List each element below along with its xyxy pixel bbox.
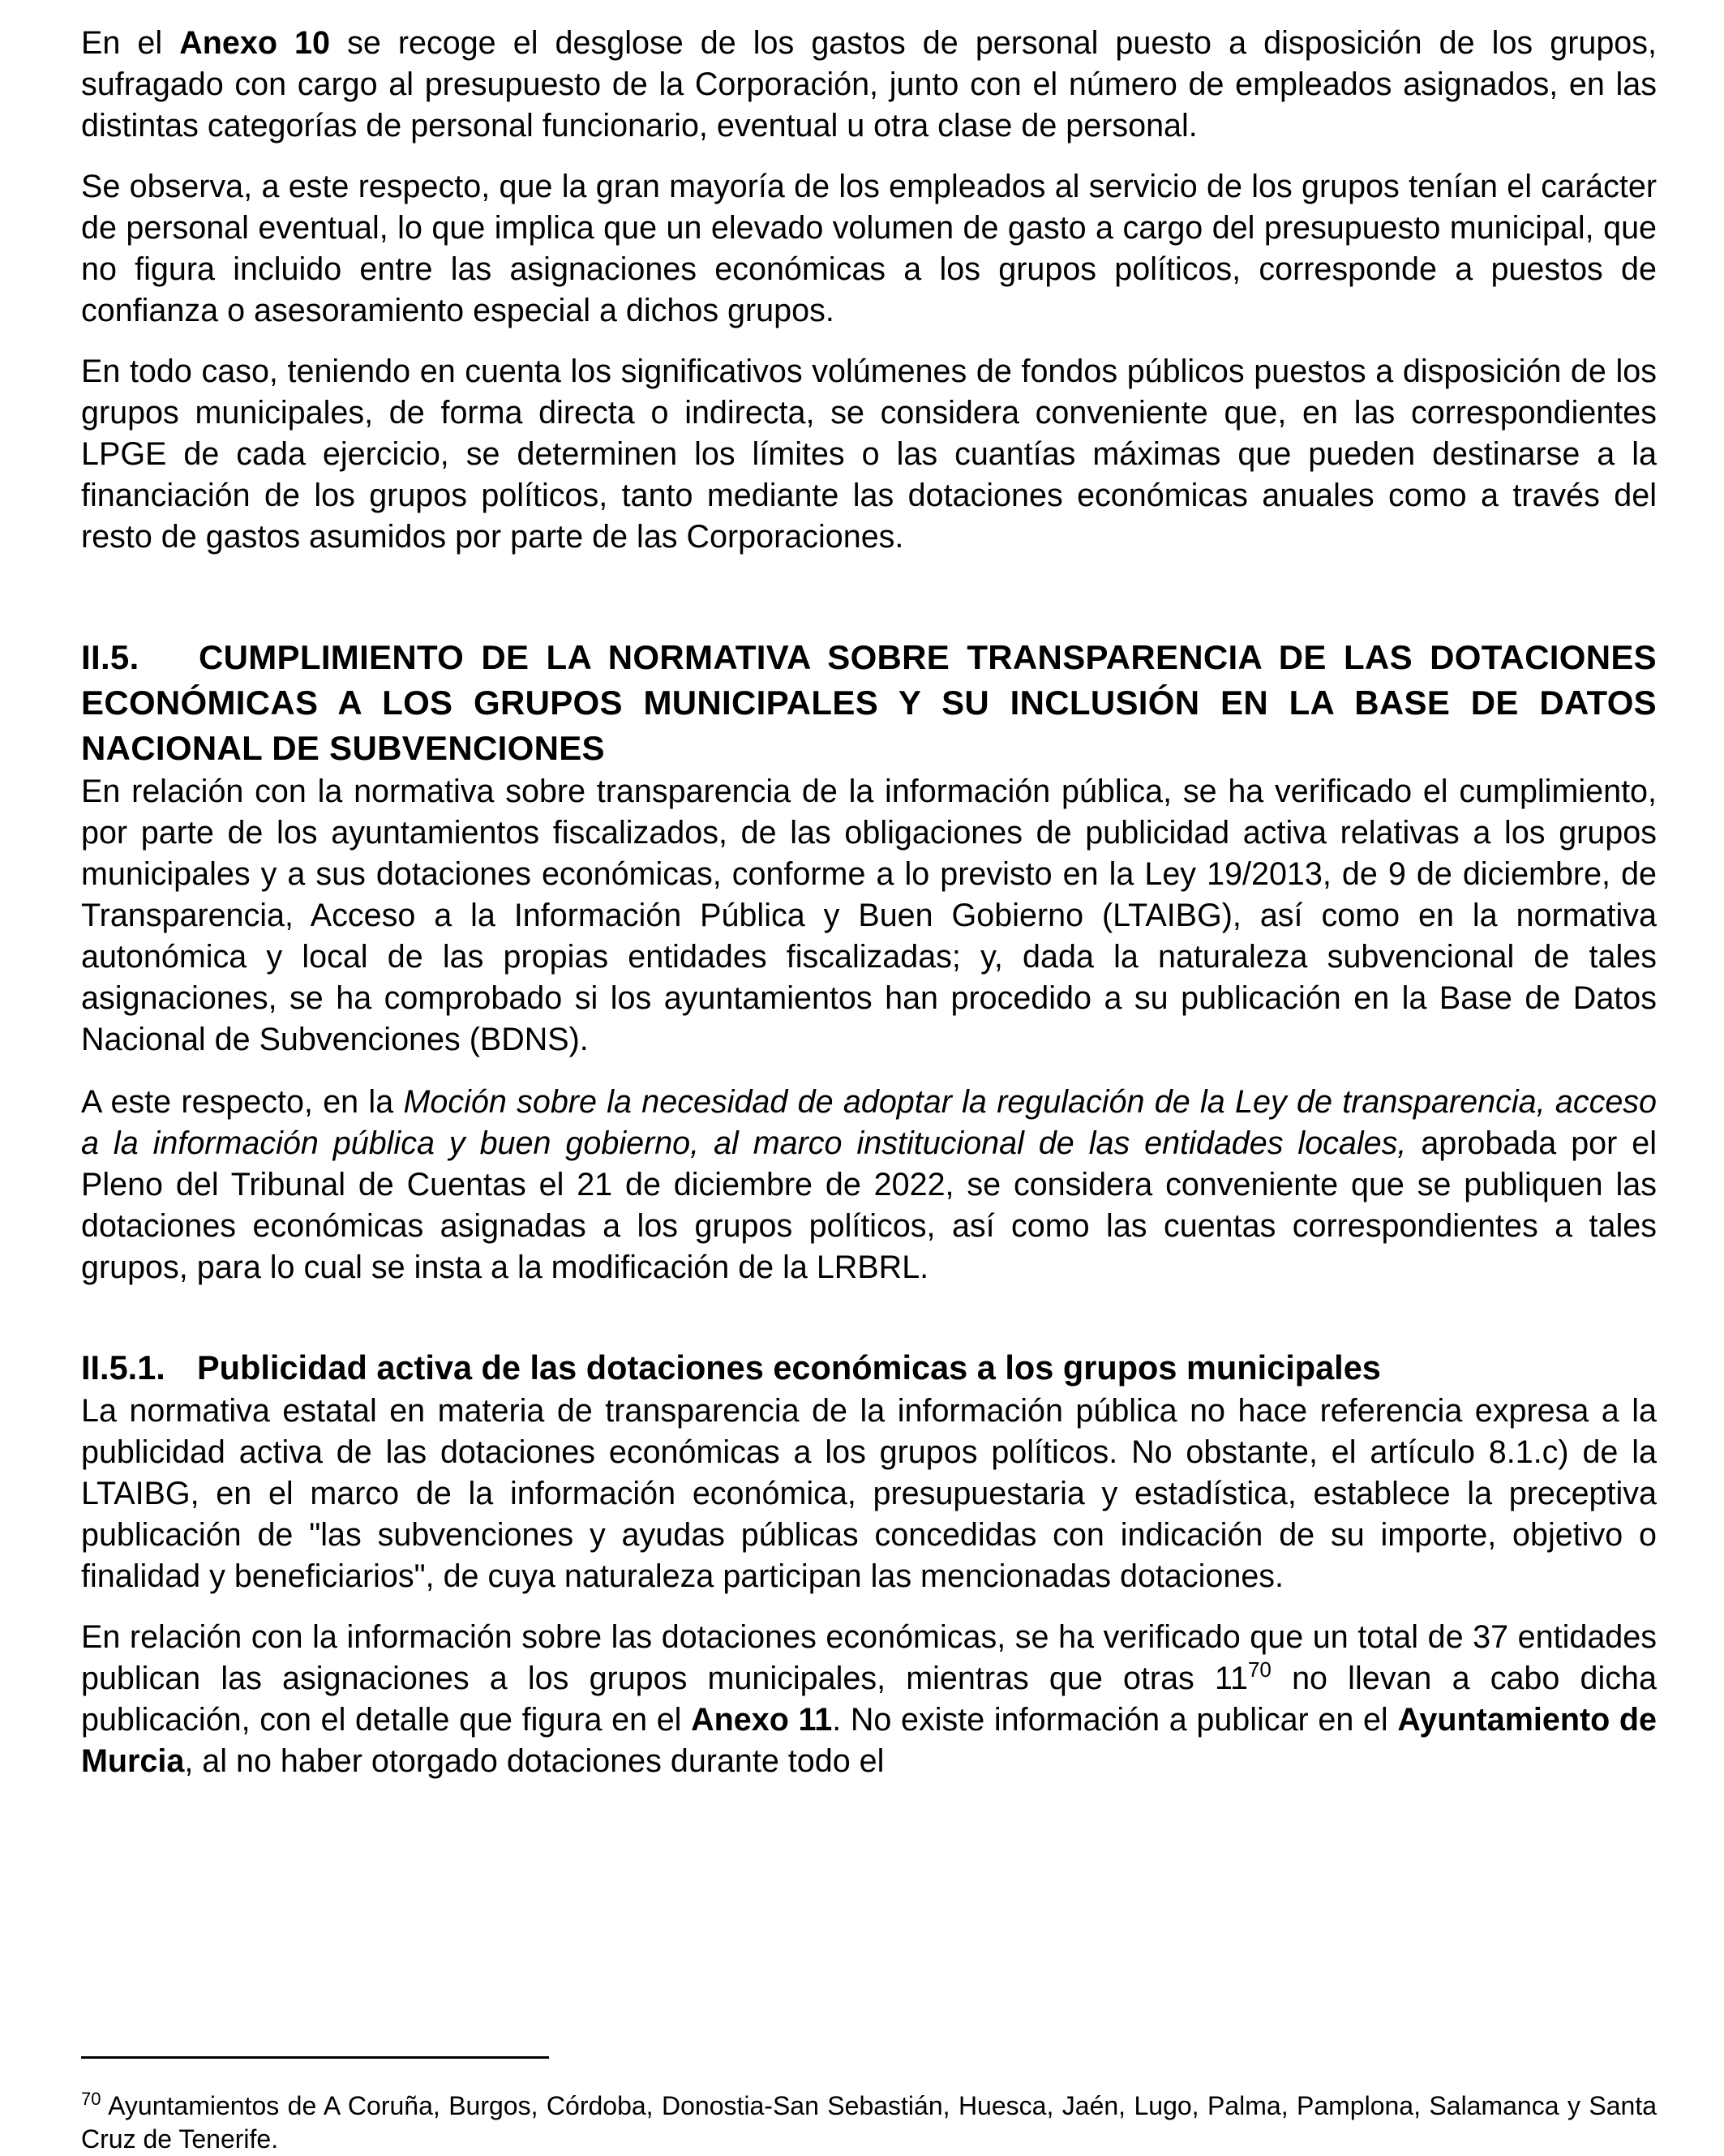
subsection-number: II.5.1. xyxy=(81,1348,165,1387)
ayuntamiento-murcia: Ayuntamiento de Murcia xyxy=(81,1702,1657,1779)
footnote-separator xyxy=(81,2056,549,2059)
paragraph-normativa-estatal: La normativa estatal en materia de transparencia de la información pública no hace referencia expresa a la publicidad activa de las dotaciones económicas a los grupos políticos. No obstante, el artículo 8.1.c) de la LTAIBG, en el marco de la información económica, presupuestaria y estadística, establece la preceptiva publicación de "las subvenciones y ayudas públicas concedidas con indicación de su importe, objetivo o finalidad y beneficiarios", de cuya naturaleza participan las mencionadas dotaciones. xyxy=(81,1393,1657,1594)
paragraph-text: no llevan a cabo dicha publicación, con el detalle que figura en el xyxy=(81,1661,1657,1738)
document-page xyxy=(81,23,1657,1782)
paragraph-text: . No existe información a publicar en el xyxy=(832,1702,1398,1738)
paragraph-personal-eventual: Se observa, a este respecto, que la gran mayoría de los empleados al servicio de los grupos tenían el carácter de personal eventual, lo que implica que un elevado volumen de gasto a cargo del presupuesto municipal, que no figura incluido entre las asignaciones económicas a los grupos políticos, corresponde a puestos de confianza o asesoramiento especial a dichos grupos. xyxy=(81,169,1657,328)
section-heading xyxy=(81,635,1657,771)
footnote-reference-70[interactable]: 70 xyxy=(1247,1657,1272,1682)
section-number: II.5. xyxy=(81,638,139,676)
mocion-title: Moción sobre la necesidad de adoptar la regulación de la Ley de transparencia, acceso a la información pública y buen gobierno, al marco institucional de las entidades locales, xyxy=(81,1084,1658,1161)
anexo-10-reference: Anexo 10 xyxy=(179,25,330,61)
footnote-marker: 70 xyxy=(81,2089,101,2109)
paragraph-text: A este respecto, en la xyxy=(81,1084,404,1120)
paragraph-limites-cuantias: En todo caso, teniendo en cuenta los significativos volúmenes de fondos públicos puestos a disposición de los grupos municipales, de forma directa o indirecta, se considera conveniente que, en las correspondientes LPGE de cada ejercicio, se determinen los límites o las cuantías máximas que pueden destinarse a la financiación de los grupos políticos, tanto mediante las dotaciones económicas anuales como a través del resto de gastos asumidos por parte de las Corporaciones. xyxy=(81,354,1657,555)
paragraph-text: se recoge el desglose de los gastos de personal puesto a disposición de los grupos, sufragado con cargo al presupuesto de la Corporación, junto con el número de empleados asignados, en las distintas categorías de personal funcionario, eventual u otra clase de personal. xyxy=(81,25,1657,144)
section-title: CUMPLIMIENTO DE LA NORMATIVA SOBRE TRANSPARENCIA DE LAS DOTACIONES ECONÓMICAS A LOS GRUPOS MUNICIPALES Y SU INCLUSIÓN EN LA BASE DE DATOS NACIONAL DE SUBVENCIONES xyxy=(81,638,1657,767)
paragraph-text: , al no haber otorgado dotaciones durante todo el xyxy=(184,1743,885,1779)
paragraph-text: En el xyxy=(81,25,180,61)
footnote-70 xyxy=(81,2090,1657,2156)
paragraph-entidades-publican xyxy=(81,1617,1657,1782)
subsection-title: Publicidad activa de las dotaciones económicas a los grupos municipales xyxy=(197,1348,1381,1387)
subsection-heading xyxy=(81,1345,1657,1391)
paragraph-text: En relación con la información sobre las dotaciones económicas, se ha verificado que un total de 37 entidades publican las asignaciones a los grupos municipales, mientras que otras 11 xyxy=(81,1619,1657,1696)
paragraph-normativa-transparencia: En relación con la normativa sobre transparencia de la información pública, se ha verificado el cumplimiento, por parte de los ayuntamientos fiscalizados, de las obligaciones de publicidad activa relativas a los grupos municipales y a sus dotaciones económicas, conforme a lo previsto en la Ley 19/2013, de 9 de diciembre, de Transparencia, Acceso a la Información Pública y Buen Gobierno (LTAIBG), así como en la normativa autonómica y local de las propias entidades fiscalizadas; y, dada la naturaleza subvencional de tales asignaciones, se ha comprobado si los ayuntamientos han procedido a su publicación en la Base de Datos Nacional de Subvenciones (BDNS). xyxy=(81,774,1657,1057)
anexo-11-reference: Anexo 11 xyxy=(691,1702,833,1738)
paragraph-text: aprobada por el Pleno del Tribunal de Cuentas el 21 de diciembre de 2022, se considera conveniente que se publiquen las dotaciones económicas asignadas a los grupos políticos, así como las cuentas correspondientes a tales grupos, para lo cual se insta a la modificación de la LRBRL. xyxy=(81,1125,1658,1285)
paragraph-mocion xyxy=(81,1082,1657,1288)
footnote-text: Ayuntamientos de A Coruña, Burgos, Córdoba, Donostia-San Sebastián, Huesca, Jaén, Lugo, Palma, Pamplona, Salamanca y Santa Cruz de Tenerife. xyxy=(81,2091,1657,2154)
paragraph-anexo-10 xyxy=(81,23,1657,147)
